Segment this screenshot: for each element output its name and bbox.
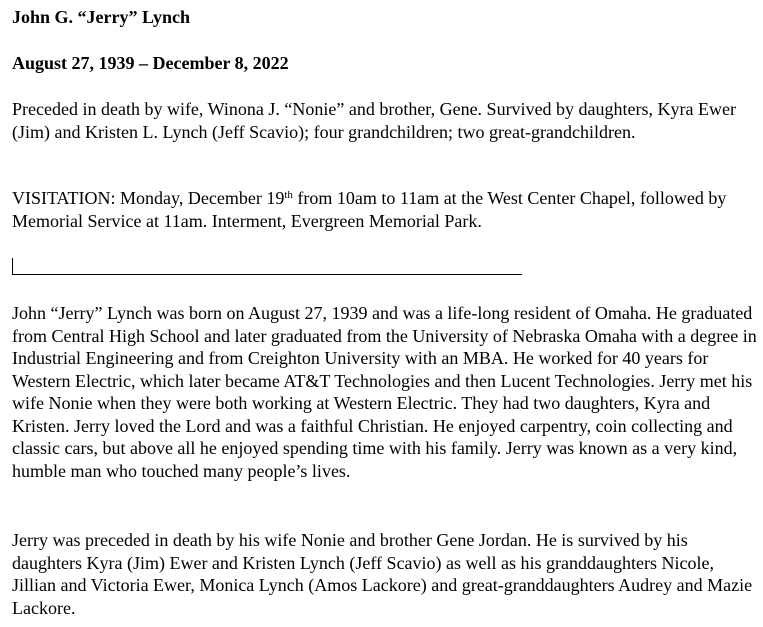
survivors-paragraph: Preceded in death by wife, Winona J. “Nonie” and brother, Gene. Survived by daughters, Kyra Ewer (Jim) and Kristen L. Lynch (Jeff Scavio); four grandchildren; two great-grandchildren. bbox=[12, 99, 736, 142]
biography-paragraph: John “Jerry” Lynch was born on August 27, 1939 and was a life-long resident of Omaha. He graduated from Central High School and later graduated from the University of Nebraska Omaha with a degree in Industrial Engineering and from Creighton University with an MBA. He worked for 40 years for Western Electric, which later became AT&T Technologies and then Lucent Technologies. Jerry met his wife Nonie when they were both working at Western Electric. They had two daughters, Kyra and Kristen. Jerry loved the Lord and was a faithful Christian. He enjoyed carpentry, coin collecting and classic cars, but above all he enjoyed spending time with his family. Jerry was known as a very kind, humble man who touched many people’s lives. bbox=[12, 303, 757, 481]
visitation-paragraph bbox=[12, 187, 757, 232]
visitation-text-end: from 10am to 11am at the West Center Chapel, followed by Memorial Service at 11am. Interment, Evergreen Memorial Park. bbox=[12, 188, 727, 231]
visitation-ordinal-suffix: th bbox=[284, 189, 293, 201]
obituary-name-heading: John G. “Jerry” Lynch bbox=[12, 7, 191, 27]
obituary-dates-heading: August 27, 1939 – December 8, 2022 bbox=[12, 53, 289, 73]
section-divider-line bbox=[12, 258, 522, 275]
visitation-text-start: VISITATION: Monday, December 19 bbox=[12, 188, 285, 208]
family-paragraph: Jerry was preceded in death by his wife Nonie and brother Gene Jordan. He is survived by his daughters Kyra (Jim) Ewer and Kristen Lynch (Jeff Scavio) as well as his granddaughters Nicole, Jillian and Victoria Ewer, Monica Lynch (Amos Lackore) and great-granddaughters Audrey and Mazie Lackore. bbox=[12, 530, 753, 618]
